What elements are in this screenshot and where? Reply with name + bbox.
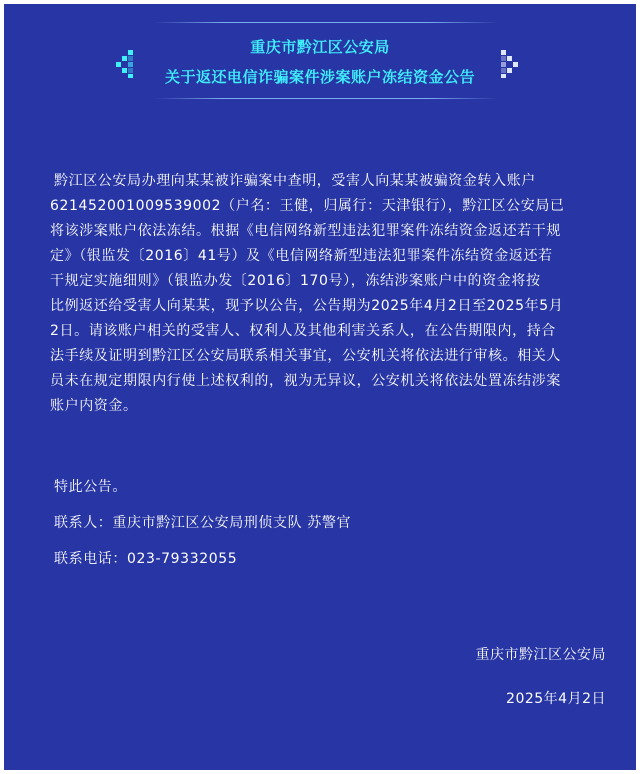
chevron-right-icon	[498, 48, 520, 78]
contact-person: 联系人：重庆市黔江区公安局刑侦支队 苏警官	[54, 515, 352, 531]
body-line: 定》（银监发〔2016〕41号）及《电信网络新型违法犯罪案件冻结资金返还若	[50, 248, 553, 264]
notice-header	[4, 22, 636, 102]
contact-phone: 联系电话：023-79332055	[54, 551, 238, 567]
body-line: 比例返还给受害人向某某，现予以公告，公告期为2025年4月2日至2025年5月	[50, 298, 564, 314]
body-line: 黔江区公安局办理向某某被诈骗案中查明，受害人向某某被骗资金转入账户	[54, 173, 536, 189]
header-bottom-rule	[154, 98, 498, 99]
header-top-rule	[154, 22, 498, 23]
body-line: 员未在规定期限内行使上述权利的，视为无异议，公安机关将依法处置冻结涉案	[50, 373, 561, 389]
body-line: 621452001009539002（户名：王健，归属行：天津银行），黔江区公安局已	[50, 198, 565, 214]
page-subtitle: 关于返还电信诈骗案件涉案账户冻结资金公告	[164, 68, 475, 86]
body-line: 将该涉案账户依法冻结。根据《电信网络新型违法犯罪案件冻结资金返还若干规	[50, 223, 561, 239]
closing-text: 特此公告。	[54, 479, 127, 495]
body-line: 法手续及证明到黔江区公安局联系相关事宜，公安机关将依法进行审核。相关人	[50, 348, 561, 364]
signature-org: 重庆市黔江区公安局	[475, 647, 606, 663]
page-title: 重庆市黔江区公安局	[250, 38, 390, 56]
body-line: 干规定实施细则》（银监办发〔2016〕170号），冻结涉案账户中的资金将按	[50, 273, 541, 289]
notice-panel	[4, 4, 636, 770]
signature-date: 2025年4月2日	[506, 691, 606, 707]
body-line: 账户内资金。	[50, 398, 138, 414]
body-line: 2日。请该账户相关的受害人、权利人及其他利害关系人，在公告期限内，持合	[50, 323, 556, 339]
